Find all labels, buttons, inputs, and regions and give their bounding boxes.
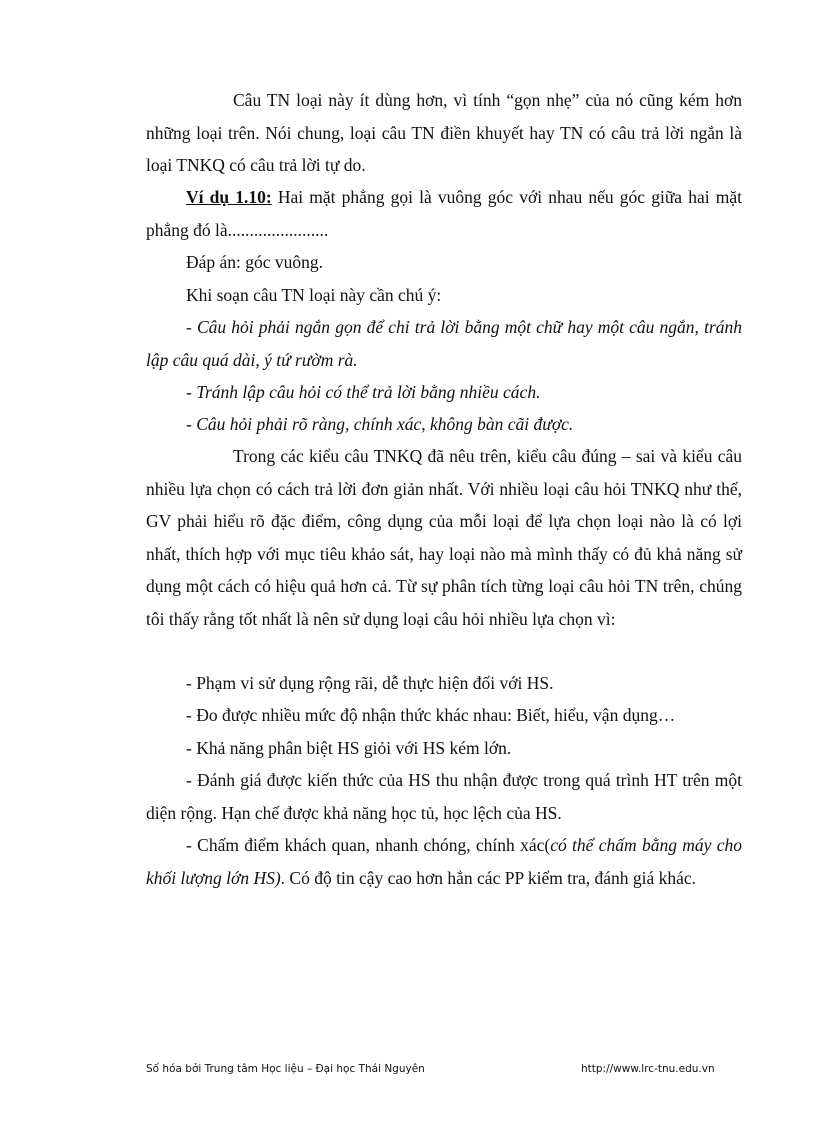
footer-source: Số hóa bởi Trung tâm Học liệu – Đại học Thái Nguyên [146, 1063, 425, 1075]
example-text: Hai mặt phẳng gọi là vuông góc với nhau nếu góc giữa hai mặt phẳng đó là....................... [146, 187, 742, 240]
bullet-item-3: - Khả năng phân biệt HS giỏi với HS kém lớn. [186, 738, 512, 758]
bullet-5-italic-note: có thể chấm bằng máy cho khối lượng lớn HS) [146, 835, 742, 888]
bullet-item-2: - Đo được nhiều mức độ nhận thức khác nhau: Biết, hiểu, vận dụng… [186, 705, 676, 725]
example-paragraph [146, 181, 742, 246]
bullet-item-4: - Đánh giá được kiến thức của HS thu nhận được trong quá trình HT trên một diện rộng. Hạn chế được khả năng học tủ, học lệch của HS. [146, 770, 742, 823]
bullet-5-text-end: . Có độ tin cậy cao hơn hẳn các PP kiểm tra, đánh giá khác. [280, 867, 697, 888]
intro-paragraph: Câu TN loại này ít dùng hơn, vì tính “gọn nhẹ” của nó cũng kém hơn những loại trên. Nói chung, loại câu TN điền khuyết hay TN có câu trả lời ngắn là loại TNKQ có câu trả lời tự do. [146, 90, 742, 175]
example-label: Ví dụ 1.10: [186, 187, 272, 207]
analysis-paragraph: Trong các kiểu câu TNKQ đã nêu trên, kiểu câu đúng – sai và kiểu câu nhiều lựa chọn có cách trả lời đơn giản nhất. Với nhiều loại câu hỏi TNKQ như thế, GV phải hiểu rõ đặc điểm, công dụng của mỗi loại để lựa chọn loại nào là có lợi nhất, thích hợp với mục tiêu khảo sát, hay loại nào mà mình thấy có đủ khả năng sử dụng một cách có hiệu quả hơn cả. Từ sự phân tích từng loại câu hỏi TN trên, chúng tôi thấy rằng tốt nhất là nên sử dụng loại câu hỏi nhiều lựa chọn vì: [146, 446, 742, 629]
note-item-3: - Câu hỏi phải rõ ràng, chính xác, không bàn cãi được. [186, 414, 574, 434]
bullet-5-text-start: - Chấm điểm khách quan, nhanh chóng, chính xác( [186, 835, 551, 855]
note-item-2: - Tránh lập câu hỏi có thể trả lời bằng nhiều cách. [186, 382, 541, 402]
answer-line: Đáp án: góc vuông. [186, 252, 324, 272]
bullet-item-5 [146, 829, 742, 894]
bullet-item-1: - Phạm vi sử dụng rộng rãi, dễ thực hiện đối với HS. [186, 673, 554, 693]
note-intro: Khi soạn câu TN loại này cần chú ý: [186, 285, 442, 305]
note-item-1: - Câu hỏi phải ngắn gọn để chỉ trả lời bằng một chữ hay một câu ngắn, tránh lập câu quá dài, ý tứ rườm rà. [146, 317, 742, 370]
footer-url: http://www.lrc-tnu.edu.vn [581, 1063, 715, 1075]
